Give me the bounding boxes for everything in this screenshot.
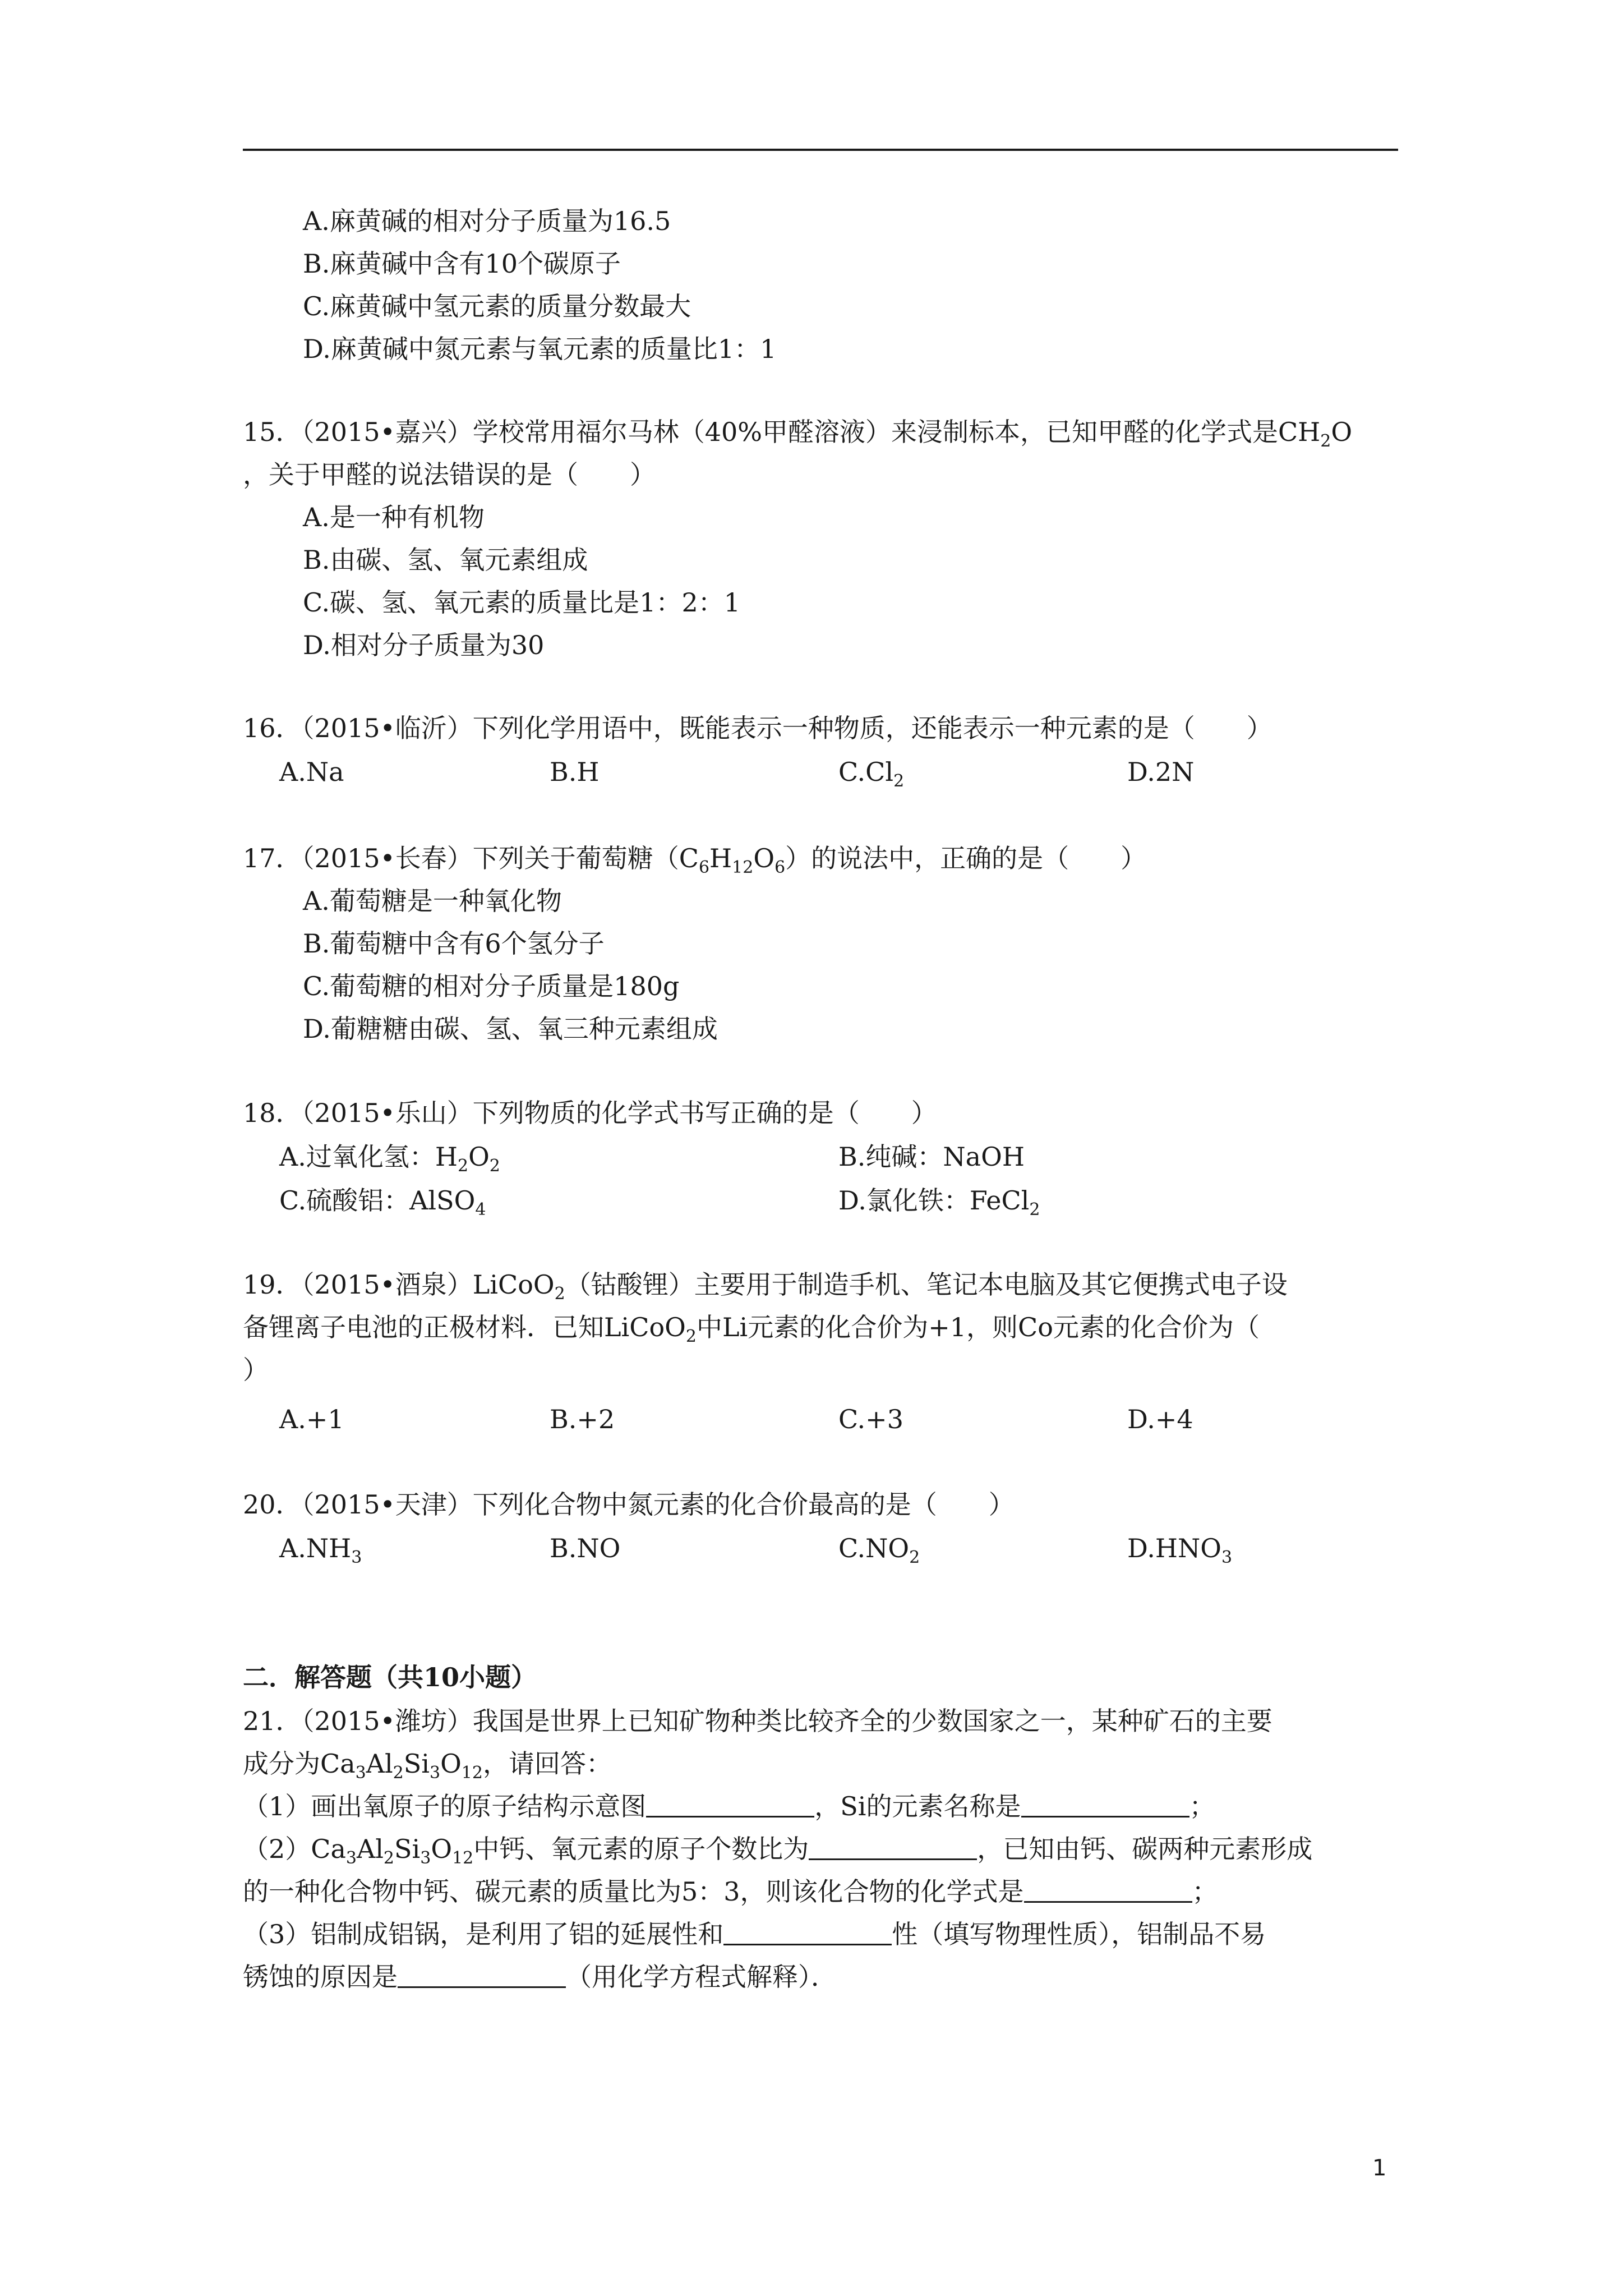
- q19-option-c: C.+3: [838, 1404, 903, 1434]
- q18-option-d: D.氯化铁：FeCl$_2$: [838, 1185, 1040, 1220]
- answer-blank-4[interactable]: [1024, 1876, 1192, 1903]
- q19-stem-line3: ）: [243, 1355, 269, 1385]
- q20-option-c: $C.NO_2$: [838, 1533, 920, 1567]
- q15-option-c: C.碳、氢、氧元素的质量比是1：2：1: [303, 587, 740, 618]
- q16-option-a: A.Na: [279, 757, 344, 787]
- q19-stem-line2: 备锂离子电池的正极材料．已知LiCoO$_2$中Li元素的化合价为+1，则Co元素的化合价为（: [243, 1312, 1260, 1346]
- answer-blank-3[interactable]: [809, 1834, 977, 1860]
- q20-stem: 20．（2015•天津）下列化合物中氮元素的化合价最高的是（ ）: [243, 1489, 1015, 1520]
- q19-stem-line1: 19．（2015•酒泉）LiCoO$_2$（钴酸锂）主要用于制造手机、笔记本电脑及其它便携式电子设: [243, 1269, 1288, 1304]
- q17-stem: 17．（2015•长春）下列关于葡萄糖$(C_6H_{12}O_6)$的说法中，正确的是（ ）: [243, 843, 1147, 877]
- answer-blank-2[interactable]: [1021, 1791, 1189, 1818]
- section-2-title: 二．解答题（共10小题）: [243, 1662, 537, 1692]
- q16-option-c: $C.Cl_2$: [838, 757, 905, 791]
- q18-option-b: B.纯碱：NaOH: [838, 1142, 1025, 1172]
- q21-part3-line2: 锈蚀的原因是 （用化学方程式解释）．: [243, 1962, 837, 1992]
- q18-option-c: C.硫酸铝：AlSO$_4$: [279, 1185, 486, 1220]
- q15-option-d: D.相对分子质量为30: [303, 630, 545, 660]
- page-number: 1: [1372, 2155, 1387, 2181]
- header-rule: [243, 149, 1398, 151]
- q21-part2-line2: 的一种化合物中钙、碳元素的质量比为5：3，则该化合物的化学式是 ；: [243, 1876, 1218, 1907]
- q17-option-a: A.葡萄糖是一种氧化物: [303, 886, 562, 916]
- q16-stem: 16．（2015•临沂）下列化学用语中，既能表示一种物质，还能表示一种元素的是（ ）: [243, 713, 1272, 743]
- q14-option-d: D.麻黄碱中氮元素与氧元素的质量比1：1: [303, 334, 777, 364]
- q14-option-a: A.麻黄碱的相对分子质量为16.5: [303, 206, 671, 236]
- q19-option-d: D.+4: [1127, 1404, 1193, 1434]
- q14-option-c: C.麻黄碱中氢元素的质量分数最大: [303, 291, 691, 321]
- q21-stem-line1: 21．（2015•潍坊）我国是世界上已知矿物种类比较齐全的少数国家之一，某种矿石的主要: [243, 1706, 1272, 1736]
- answer-blank-1[interactable]: [646, 1791, 814, 1818]
- q16-option-d: D.2N: [1127, 757, 1195, 787]
- q15-option-a: A.是一种有机物: [303, 502, 485, 532]
- q17-option-b: B.葡萄糖中含有6个氢分子: [303, 928, 605, 959]
- q15-stem-line1: 15．（2015•嘉兴）学校常用福尔马林（40%甲醛溶液）来浸制标本，已知甲醛的化学式是$CH_2O$: [243, 417, 1353, 451]
- q15-option-b: B.由碳、氢、氧元素组成: [303, 545, 588, 575]
- answer-blank-6[interactable]: [398, 1962, 566, 1988]
- q21-stem-line2: 成分为$Ca_3Al_2Si_3O_{12}$，请回答：: [243, 1749, 612, 1783]
- answer-blank-5[interactable]: [723, 1919, 892, 1945]
- q19-option-b: B.+2: [550, 1404, 615, 1434]
- q21-part1: （1）画出氧原子的原子结构示意图 ，Si的元素名称是 ；: [243, 1791, 1215, 1821]
- q21-part3-line1: （3）铝制成铝锅，是利用了铝的延展性和 性（填写物理性质），铝制品不易: [243, 1919, 1266, 1949]
- q17-option-c: C.葡萄糖的相对分子质量是180g: [303, 971, 680, 1001]
- q14-option-b: B.麻黄碱中含有10个碳原子: [303, 249, 621, 279]
- q18-option-a: A.过氧化氢：$H_2O_2$: [279, 1142, 500, 1176]
- q20-option-a: $A.NH_3$: [279, 1533, 362, 1567]
- q21-part2-line1: $(2)Ca_3Al_2Si_3O_{12}$中钙、氧元素的原子个数比为 ，已知由钙、碳两种元素形成: [243, 1834, 1313, 1868]
- q16-option-b: B.H: [550, 757, 600, 787]
- q20-option-d: $D.HNO_3$: [1127, 1533, 1233, 1567]
- q20-option-b: B.NO: [550, 1533, 621, 1563]
- q18-stem: 18．（2015•乐山）下列物质的化学式书写正确的是（ ）: [243, 1098, 937, 1128]
- q19-option-a: A.+1: [279, 1404, 344, 1434]
- q17-option-d: D.葡糖糖由碳、氢、氧三种元素组成: [303, 1014, 718, 1044]
- q15-stem-line2: ，关于甲醛的说法错误的是（ ）: [243, 459, 656, 490]
